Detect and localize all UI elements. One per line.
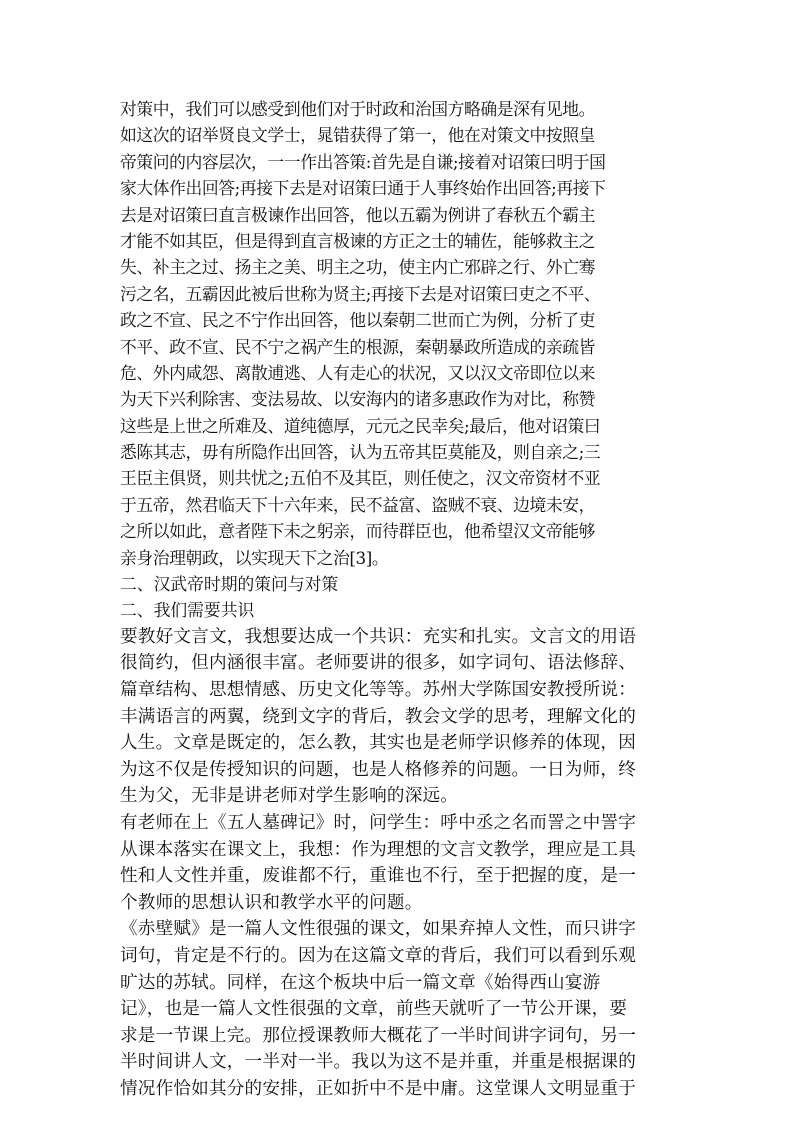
paragraph-consensus — [120, 624, 680, 1103]
text-line: 危、外内咸怨、离散逋逃、人有走心的状况，又以汉文帝即位以来 — [120, 362, 596, 383]
text-line: 之所以如此，意者陛下未之躬亲，而待群臣也，他希望汉文帝能够 — [120, 521, 596, 542]
text-line: 这些是上世之所难及、道纯德厚，元元之民幸矣;最后，他对诏策曰 — [120, 415, 601, 436]
section-heading: 二、汉武帝时期的策问与对策 — [120, 574, 339, 595]
text-line: 为这不仅是传授知识的问题，也是人格修养的问题。一日为师，终 — [120, 759, 637, 780]
text-line: 生为父，无非是讲老师对学生影响的深远。 — [120, 786, 459, 807]
text-line: 对策中，我们可以感受到他们对于时政和治国方略确是深有见地。 — [120, 99, 596, 119]
section-headings — [120, 571, 680, 624]
text-line: 家大体作出回答;再接下去是对诏策曰通于人事终始作出回答;再接下 — [120, 178, 606, 199]
text-line: 于五帝，然君临天下十六年来，民不益富、盗贼不衰、边境未安， — [120, 494, 596, 515]
text-line: 王臣主俱贤，则共忧之;五伯不及其臣，则任使之，汉文帝资材不亚 — [120, 468, 601, 489]
text-line: 个教师的思想认识和教学水平的问题。 — [120, 892, 423, 913]
text-line: 要教好文言文，我想要达成一个共识：充实和扎实。文言文的用语 — [120, 626, 637, 647]
section-heading: 二、我们需要共识 — [120, 600, 255, 621]
text-line: 从课本落实在课文上，我想：作为理想的文言文教学，理应是工具 — [120, 839, 637, 860]
text-line: 半时间讲人文，一半对一半。我以为这不是并重，并重是根据课的 — [120, 1052, 637, 1073]
text-line: 很简约，但内涵很丰富。老师要讲的很多，如字词句、语法修辞、 — [120, 653, 637, 674]
text-line: 有老师在上《五人墓碑记》时，问学生：呼中丞之名而詈之中詈字 — [120, 812, 637, 833]
text-line: 记》，也是一篇人文性很强的文章，前些天就听了一节公开课，要 — [120, 999, 628, 1020]
text-line: 性和人文性并重，废谁都不行，重谁也不行，至于把握的度，是一 — [120, 866, 637, 887]
text-line: 求是一节课上完。那位授课教师大概花了一半时间讲字词句，另一 — [120, 1025, 637, 1046]
text-line: 《赤壁赋》是一篇人文性很强的课文，如果弃掉人文性，而只讲字 — [120, 919, 637, 940]
text-line: 才能不如其臣，但是得到直言极谏的方正之士的辅佐，能够救主之 — [120, 230, 596, 251]
text-line: 丰满语言的两翼，绕到文字的背后，教会文学的思考，理解文化的 — [120, 706, 637, 727]
text-line: 情况作恰如其分的安排，正如折中不是中庸。这堂课人文明显重于 — [120, 1078, 637, 1099]
text-line: 帝策问的内容层次，一一作出答策:首先是自谦;接着对诏策曰明于国 — [120, 151, 606, 172]
text-line: 失、补主之过、扬主之美、明主之功，使主内亡邪辟之行、外亡骞 — [120, 257, 596, 278]
text-line: 政之不宣、民之不宁作出回答，他以秦朝二世而亡为例，分析了吏 — [120, 310, 596, 331]
text-line: 去是对诏策曰直言极谏作出回答，他以五霸为例讲了春秋五个霸主 — [120, 204, 596, 225]
paragraph-strategy-essay — [120, 96, 680, 571]
text-line: 如这次的诏举贤良文学士，晁错获得了第一，他在对策文中按照皇 — [120, 125, 596, 146]
text-line: 悉陈其志，毋有所隐作出回答，认为五帝其臣莫能及，则自亲之;三 — [120, 442, 601, 463]
text-line: 亲身治理朝政，以实现天下之治[3]。 — [120, 547, 389, 568]
document-page — [120, 96, 680, 1103]
text-line: 不平、政不宣、民不宁之祸产生的根源，秦朝暴政所造成的亲疏皆 — [120, 336, 596, 357]
text-line: 污之名，五霸因此被后世称为贤主;再接下去是对诏策曰吏之不平、 — [120, 283, 601, 304]
text-line: 词句，肯定是不行的。因为在这篇文章的背后，我们可以看到乐观 — [120, 945, 637, 966]
text-line: 为天下兴利除害、变法易故、以安海内的诸多惠政作为对比，称赞 — [120, 389, 596, 410]
text-line: 人生。文章是既定的，怎么教，其实也是老师学识修养的体现，因 — [120, 733, 637, 754]
text-line: 篇章结构、思想情感、历史文化等等。苏州大学陈国安教授所说： — [120, 680, 637, 700]
text-line: 旷达的苏轼。同样，在这个板块中后一篇文章《始得西山宴游 — [120, 972, 601, 993]
